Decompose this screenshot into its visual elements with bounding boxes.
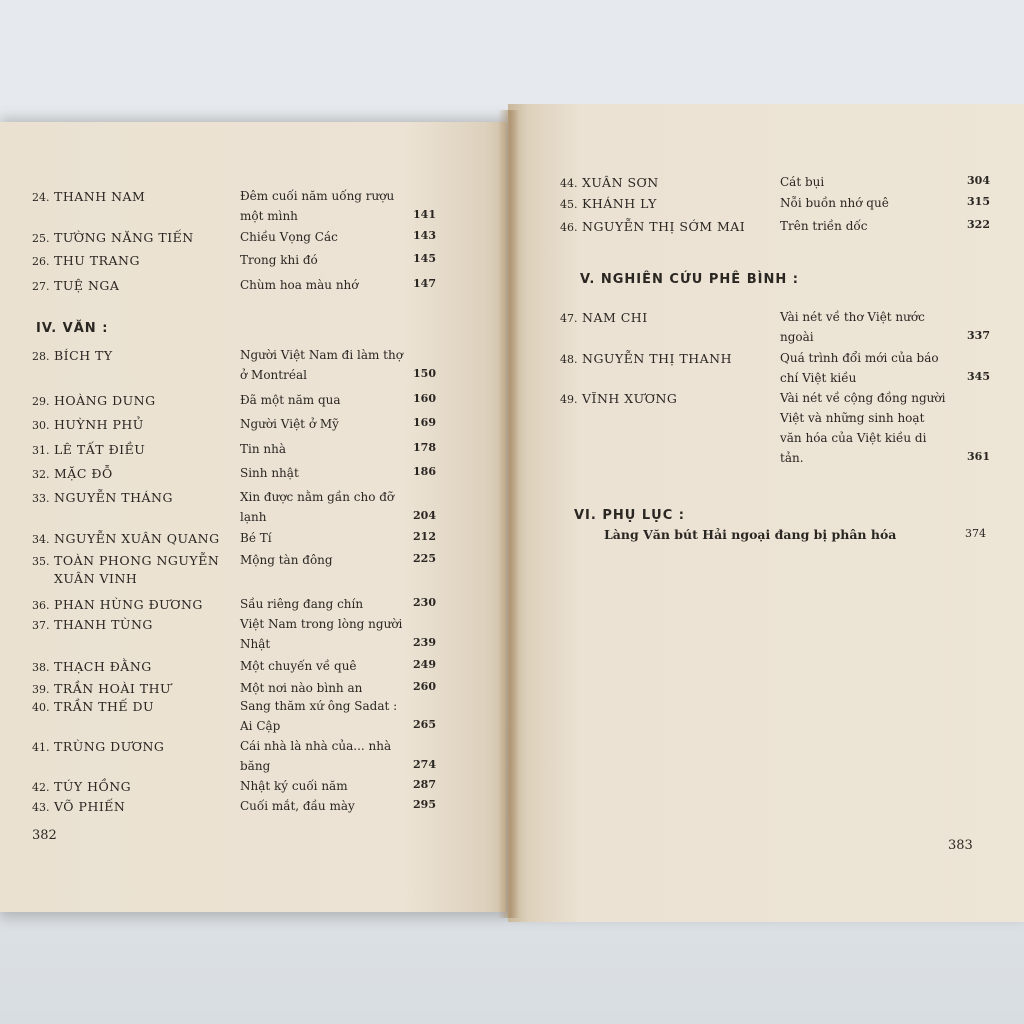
entry-number: 43. — [32, 801, 50, 814]
toc-entry — [32, 616, 153, 634]
entry-author: MẶC ĐỖ — [54, 466, 113, 481]
entry-page-number: 260 — [413, 680, 436, 693]
entry-number: 26. — [32, 255, 50, 268]
entry-number: 24. — [32, 191, 50, 204]
entry-title-line: Quá trình đổi mới của báo — [780, 351, 939, 365]
entry-number: 48. — [560, 353, 578, 366]
entry-title-line: Sầu riêng đang chín — [240, 597, 364, 611]
entry-title-line: Trong khi đó — [240, 253, 318, 267]
entry-title-line: Việt và những sinh hoạt — [780, 411, 925, 425]
entry-title — [240, 463, 299, 483]
entry-title-line: Ai Cập — [240, 719, 281, 733]
entry-title — [240, 594, 363, 614]
entry-number: 25. — [32, 232, 50, 245]
entry-title-line: Nhật ký cuối năm — [240, 779, 348, 793]
entry-title-line: Người Việt ở Mỹ — [240, 417, 339, 431]
entry-author: NAM CHI — [582, 310, 648, 325]
entry-number: 32. — [32, 468, 50, 481]
entry-title — [240, 186, 394, 226]
entry-author: NGUYỄN THỊ SỚM MAI — [582, 219, 746, 234]
toc-entry — [32, 658, 152, 676]
entry-title-line: Xin được nằm gần cho đỡ — [240, 490, 395, 504]
entry-author: PHAN HÙNG ĐƯƠNG — [54, 597, 203, 612]
entry-title — [240, 487, 394, 527]
toc-entry — [32, 188, 145, 206]
toc-entry — [32, 347, 113, 365]
entry-title-line: Người Việt Nam đi làm thợ — [240, 348, 403, 362]
section-heading-iv: IV. VĂN : — [36, 321, 109, 336]
toc-entry — [560, 390, 677, 408]
entry-number: 41. — [32, 741, 50, 754]
entry-number: 35. — [32, 555, 50, 568]
toc-entry — [32, 416, 144, 434]
toc-entry — [32, 680, 171, 698]
entry-title-line: ở Montréal — [240, 368, 307, 382]
entry-page-number: 295 — [413, 798, 436, 811]
entry-title-line: Sang thăm xứ ông Sadat : — [240, 699, 398, 713]
entry-number: 27. — [32, 280, 50, 293]
entry-title — [240, 439, 286, 459]
entry-author: LÊ TẤT ĐIỀU — [54, 442, 146, 457]
entry-title — [240, 250, 318, 270]
entry-author: VÕ PHIẾN — [54, 799, 126, 814]
entry-title-line: Chiều Vọng Các — [240, 230, 338, 244]
entry-title — [780, 193, 889, 213]
entry-title-line: Vài nét về cộng đồng người — [780, 391, 946, 405]
left-page — [0, 122, 506, 912]
entry-author: TOÀN PHONG NGUYỄN — [54, 553, 220, 568]
entry-author: TRÙNG DƯƠNG — [54, 739, 165, 754]
entry-title — [240, 678, 362, 698]
entry-number: 40. — [32, 701, 50, 714]
toc-entry — [32, 778, 131, 796]
entry-title — [780, 348, 939, 388]
right-page — [508, 104, 1024, 922]
entry-title-line: Nhật — [240, 637, 271, 651]
entry-author: NGUYỄN THÁNG — [54, 490, 173, 505]
entry-author: THANH TÙNG — [54, 617, 153, 632]
entry-number: 47. — [560, 312, 578, 325]
entry-page-number: 225 — [413, 552, 436, 565]
entry-page-number: 361 — [967, 450, 990, 463]
entry-author: KHÁNH LY — [582, 196, 657, 211]
entry-author: HOÀNG DUNG — [54, 393, 156, 408]
entry-author: TÚY HỒNG — [54, 779, 132, 794]
entry-title — [240, 528, 272, 548]
entry-title-line: Sinh nhật — [240, 466, 299, 480]
entry-title-line: văn hóa của Việt kiều di — [780, 431, 927, 445]
entry-title — [240, 390, 341, 410]
entry-title-line: ngoài — [780, 330, 814, 344]
entry-title — [780, 388, 945, 468]
entry-title — [240, 275, 359, 295]
entry-title-line: Đêm cuối năm uống rượu — [240, 189, 395, 203]
toc-entry — [32, 252, 140, 270]
toc-entry — [32, 698, 154, 716]
entry-title-line: Vài nét về thơ Việt nước — [780, 310, 925, 324]
entry-title — [240, 776, 348, 796]
entry-author: TRẦN THẾ DU — [54, 699, 155, 714]
entry-author: BÍCH TY — [54, 348, 113, 363]
entry-title — [240, 227, 338, 247]
entry-title — [240, 796, 355, 816]
entry-page-number: 322 — [967, 218, 990, 231]
toc-entry — [32, 530, 220, 548]
entry-title — [240, 696, 397, 736]
entry-number: 31. — [32, 444, 50, 457]
entry-page-number: 160 — [413, 392, 436, 405]
entry-title — [240, 550, 333, 570]
entry-author: TRẦN HOÀI THƯ — [54, 681, 172, 696]
toc-entry — [560, 195, 657, 213]
entry-number: 49. — [560, 393, 578, 406]
entry-page-number: 315 — [967, 195, 990, 208]
entry-title — [780, 216, 867, 236]
entry-author: TƯỜNG NĂNG TIẾN — [54, 230, 194, 245]
toc-entry — [32, 441, 145, 459]
entry-author: HUỲNH PHỦ — [54, 417, 144, 432]
page-number-right: 383 — [948, 838, 973, 853]
entry-number: 45. — [560, 198, 578, 211]
entry-page-number: 143 — [413, 229, 436, 242]
entry-number: 33. — [32, 492, 50, 505]
entry-page-number: 178 — [413, 441, 436, 454]
entry-title — [780, 172, 824, 192]
entry-page-number: 150 — [413, 367, 436, 380]
entry-page-number: 141 — [413, 208, 436, 221]
entry-page-number: 265 — [413, 718, 436, 731]
entry-title — [780, 307, 925, 347]
entry-title-line: băng — [240, 759, 271, 773]
entry-page-number: 230 — [413, 596, 436, 609]
entry-author: XUÂN SƠN — [582, 175, 659, 190]
entry-page-number: 287 — [413, 778, 436, 791]
toc-entry — [32, 392, 156, 410]
toc-entry — [32, 798, 125, 816]
entry-number: 42. — [32, 781, 50, 794]
entry-author-continued: XUÂN VINH — [54, 571, 138, 586]
entry-page-number: 249 — [413, 658, 436, 671]
toc-entry — [32, 552, 219, 570]
entry-page-number: 204 — [413, 509, 436, 522]
entry-number: 46. — [560, 221, 578, 234]
toc-entry — [32, 596, 203, 614]
entry-author: THẠCH ĐẰNG — [54, 659, 152, 674]
entry-title-line: Việt Nam trong lòng người — [240, 617, 403, 631]
entry-page-number: 304 — [967, 174, 990, 187]
toc-entry — [32, 277, 119, 295]
entry-page-number: 212 — [413, 530, 436, 543]
entry-title-line: tản. — [780, 451, 804, 465]
entry-author: THANH NAM — [54, 189, 146, 204]
entry-number: 29. — [32, 395, 50, 408]
entry-page-number: 147 — [413, 277, 436, 290]
entry-title — [240, 656, 357, 676]
entry-page-number: 145 — [413, 252, 436, 265]
entry-number: 38. — [32, 661, 50, 674]
appendix-page-number: 374 — [965, 527, 986, 540]
appendix-entry-title: Làng Văn bút Hải ngoại đang bị phân hóa — [604, 527, 897, 542]
book-gutter — [498, 110, 520, 918]
toc-entry — [32, 738, 164, 756]
entry-title-line: một mình — [240, 209, 298, 223]
entry-title-line: Cát bụi — [780, 175, 825, 189]
entry-title-line: Đã một năm qua — [240, 393, 341, 407]
entry-page-number: 239 — [413, 636, 436, 649]
toc-entry — [560, 218, 745, 236]
entry-title — [240, 736, 391, 776]
toc-entry — [32, 489, 173, 507]
entry-number: 44. — [560, 177, 578, 190]
entry-author: THU TRANG — [54, 253, 140, 268]
entry-page-number: 169 — [413, 416, 436, 429]
entry-title-line: Tin nhà — [240, 442, 286, 456]
entry-title-line: Một nơi nào bình an — [240, 681, 363, 695]
entry-title-line: Cuối mắt, đầu mày — [240, 799, 355, 813]
entry-page-number: 274 — [413, 758, 436, 771]
section-heading-vi: VI. PHỤ LỤC : — [574, 508, 685, 523]
entry-title-line: Cái nhà là nhà của... nhà — [240, 739, 392, 753]
entry-number: 28. — [32, 350, 50, 363]
entry-author: VĨNH XƯƠNG — [582, 391, 678, 406]
entry-author: TUỆ NGA — [54, 278, 120, 293]
entry-title — [240, 345, 403, 385]
section-heading-v: V. NGHIÊN CỨU PHÊ BÌNH : — [580, 272, 799, 287]
entry-title-line: Nỗi buồn nhớ quê — [780, 196, 889, 210]
entry-title-line: Bé Tí — [240, 531, 272, 545]
entry-page-number: 337 — [967, 329, 990, 342]
entry-title — [240, 414, 339, 434]
entry-number: 30. — [32, 419, 50, 432]
toc-entry — [32, 229, 194, 247]
entry-title-line: Một chuyến về quê — [240, 659, 357, 673]
entry-page-number: 345 — [967, 370, 990, 383]
toc-entry — [560, 309, 648, 327]
toc-entry — [32, 465, 113, 483]
entry-title-line: Trên triền dốc — [780, 219, 868, 233]
entry-number: 34. — [32, 533, 50, 546]
toc-entry — [560, 350, 732, 368]
entry-title-line: lạnh — [240, 510, 267, 524]
entry-title — [240, 614, 402, 654]
entry-title-line: Mộng tàn đông — [240, 553, 333, 567]
entry-number: 37. — [32, 619, 50, 632]
entry-number: 39. — [32, 683, 50, 696]
entry-page-number: 186 — [413, 465, 436, 478]
entry-number: 36. — [32, 599, 50, 612]
entry-author: NGUYỄN XUÂN QUANG — [54, 531, 220, 546]
entry-title-line: chí Việt kiều — [780, 371, 857, 385]
toc-entry — [560, 174, 659, 192]
entry-author: NGUYỄN THỊ THANH — [582, 351, 732, 366]
entry-title-line: Chùm hoa màu nhớ — [240, 278, 359, 292]
page-number-left: 382 — [32, 828, 57, 843]
